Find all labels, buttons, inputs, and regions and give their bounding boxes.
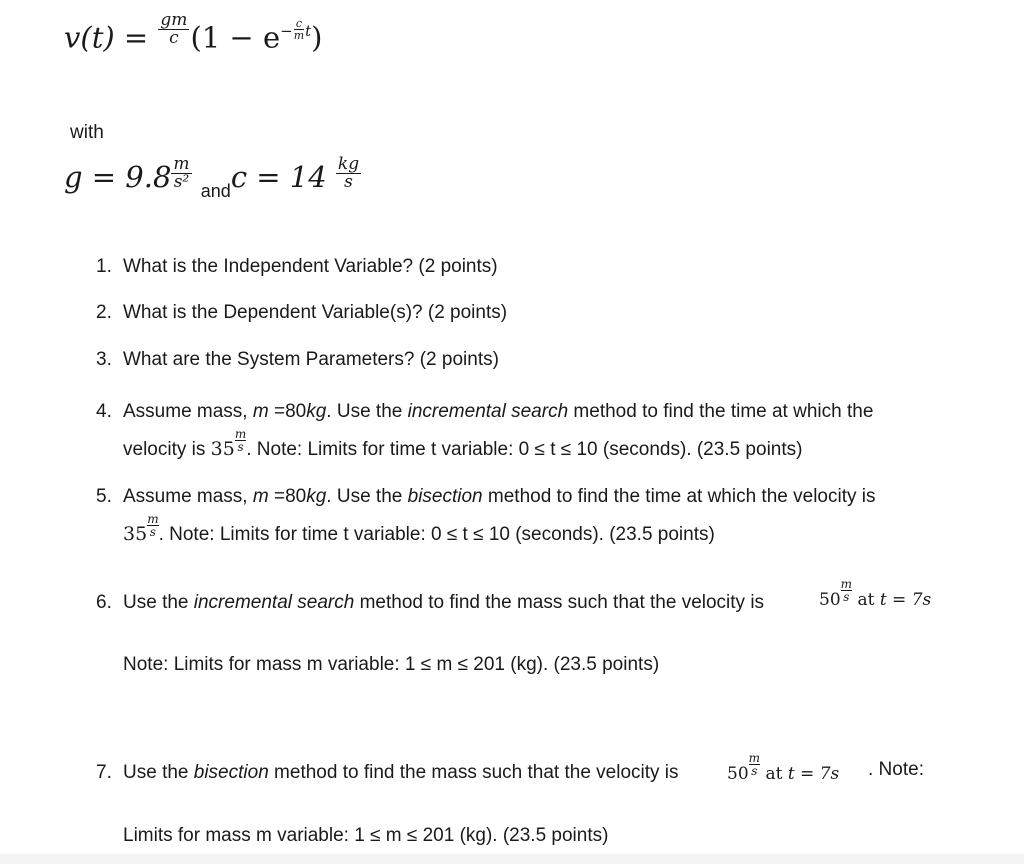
kg-unit: kg <box>306 401 327 422</box>
at-label: at <box>857 590 875 610</box>
question-4-line-2 <box>123 428 802 466</box>
method-name: incremental search <box>193 592 355 613</box>
question-7-math <box>727 752 839 784</box>
and-label: and <box>200 181 231 201</box>
mass-symbol: m <box>252 486 269 507</box>
question-text: What is the Independent Variable? (2 points) <box>123 256 498 277</box>
formula-fraction <box>158 12 189 47</box>
formula-denominator: c <box>169 28 179 48</box>
text-part: . Use the <box>326 486 408 507</box>
velocity-formula <box>64 10 323 57</box>
exponent-minus: − <box>280 21 293 40</box>
c-unit <box>336 153 361 192</box>
question-text <box>123 395 873 428</box>
text-part: . Note: Limits for time t variable: 0 ≤ t ≤ 10 (seconds). (23.5 points) <box>158 524 715 545</box>
velocity-unit <box>147 513 158 538</box>
text-part: . Use the <box>326 401 408 422</box>
question-number: 3. <box>96 349 112 370</box>
time-equation: t = 7s <box>787 764 840 784</box>
exponent-fraction <box>294 18 304 41</box>
mass-symbol: m <box>252 401 269 422</box>
formula-paren-close: ) <box>311 20 323 55</box>
formula-numerator: gm <box>160 10 188 30</box>
velocity-value: 35 <box>123 523 148 545</box>
formula-exponent <box>280 17 312 42</box>
method-name: bisection <box>193 762 269 783</box>
question-text <box>123 756 679 789</box>
question-6-note: Note: Limits for mass m variable: 1 ≤ m ≤ 201 (kg). (23.5 points) <box>123 654 660 675</box>
exponent-t: t <box>305 21 312 40</box>
g-unit-num: m <box>173 153 190 174</box>
unit-num: m <box>748 751 761 765</box>
formula-lhs: v(t) <box>64 20 115 55</box>
exponent-denominator: m <box>293 29 305 42</box>
text-part: . Note: Limits for time t variable: 0 ≤ t ≤ 10 (seconds). (23.5 points) <box>246 439 803 460</box>
question-6-math <box>819 578 931 610</box>
formula-equals: = <box>123 20 149 55</box>
parameters-line <box>64 153 361 202</box>
unit-num: m <box>147 512 159 526</box>
unit-den: s <box>843 590 850 604</box>
g-value: g = 9.8 <box>64 160 172 194</box>
c-unit-num: kg <box>337 153 360 174</box>
text-part: velocity is <box>123 439 211 460</box>
velocity-unit <box>235 428 246 453</box>
question-text: What is the Dependent Variable(s)? (2 points) <box>123 302 508 323</box>
question-7-note: Limits for mass m variable: 1 ≤ m ≤ 201 (kg). (23.5 points) <box>123 825 609 846</box>
velocity-value: 50 <box>819 590 841 610</box>
at-label: at <box>765 764 783 784</box>
c-value: c = 14 <box>230 160 327 194</box>
method-name: bisection <box>407 486 483 507</box>
velocity-value: 50 <box>727 764 749 784</box>
question-5-line-2 <box>123 513 715 551</box>
text-part: =80 <box>268 486 307 507</box>
question-number: 1. <box>96 256 112 277</box>
text-part: method to find the time at which the <box>568 401 874 422</box>
g-unit <box>171 153 191 192</box>
question-number: 4. <box>96 401 112 422</box>
text-part: method to find the time at which the velocity is <box>482 486 876 507</box>
velocity-unit <box>749 752 760 777</box>
question-number: 7. <box>96 762 112 783</box>
formula-paren-open: (1 − e <box>190 20 281 55</box>
text-part: Assume mass, <box>123 401 253 422</box>
question-number: 2. <box>96 302 112 323</box>
unit-den: s <box>149 525 156 539</box>
unit-num: m <box>234 427 247 441</box>
unit-num: m <box>840 577 853 591</box>
text-part: Use the <box>123 762 194 783</box>
method-name: incremental search <box>407 401 569 422</box>
text-part: =80 <box>268 401 307 422</box>
page-bottom-edge <box>0 854 1024 864</box>
question-text: What are the System Parameters? (2 points) <box>123 349 499 370</box>
question-number: 6. <box>96 592 112 613</box>
question-text <box>123 586 764 619</box>
unit-den: s <box>751 764 758 778</box>
text-part: method to find the mass such that the velocity is <box>268 762 679 783</box>
g-unit-den: s² <box>173 171 190 192</box>
text-part: method to find the mass such that the velocity is <box>354 592 765 613</box>
c-unit-den: s <box>344 171 353 192</box>
question-7-tail: . Note: <box>868 759 924 780</box>
exponent-numerator: c <box>294 18 304 30</box>
question-number: 5. <box>96 486 112 507</box>
velocity-value: 35 <box>210 438 235 460</box>
text-part: Use the <box>123 592 194 613</box>
kg-unit: kg <box>306 486 327 507</box>
text-part: Assume mass, <box>123 486 253 507</box>
time-equation: t = 7s <box>879 590 932 610</box>
with-label: with <box>70 122 104 143</box>
velocity-unit <box>841 578 852 603</box>
question-text <box>123 480 875 513</box>
unit-den: s <box>237 440 244 454</box>
